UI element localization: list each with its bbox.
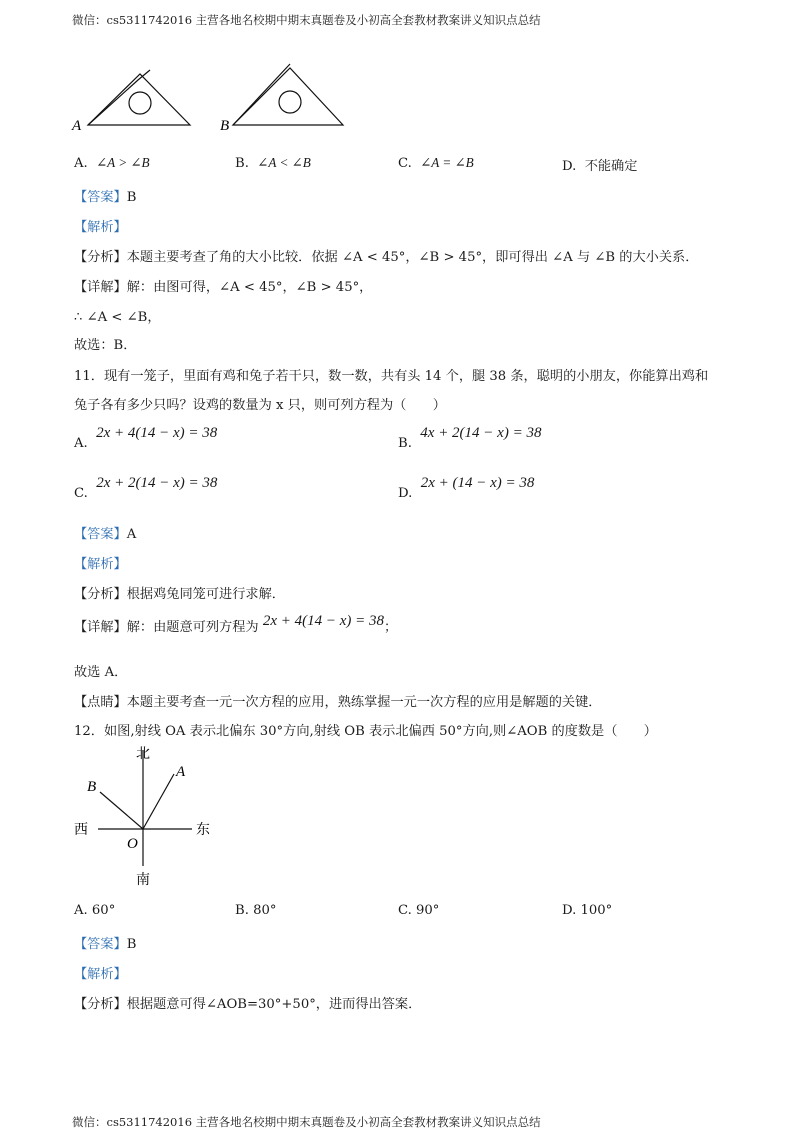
north-label: 北 <box>136 747 150 762</box>
q10-option-d: D. 不能确定 <box>562 159 638 174</box>
q10-xiangjie: 【详解】解：由图可得，∠A < 45°，∠B > 45°， <box>74 280 373 295</box>
q11-option-a: A. 2x + 4(14 − x) = 38 <box>74 425 218 451</box>
q10-option-a: A. ∠A > ∠B <box>74 155 150 171</box>
q11-choose: 故选 A． <box>74 665 128 680</box>
set-square-a-outer <box>88 74 190 125</box>
q12-option-b: B. 80° <box>235 903 277 918</box>
q11-fenxi: 【分析】根据鸡兔同笼可进行求解． <box>74 587 285 602</box>
page-footer: 微信：cs5311742016 主营各地名校期中期末真题卷及小初高全套教材教案讲义知识点总结 <box>72 1115 541 1129</box>
origin-label: O <box>127 836 138 852</box>
set-square-a-hole <box>129 92 151 114</box>
ray-ob <box>100 792 143 829</box>
west-label: 西 <box>74 823 88 838</box>
q12-option-a: A. 60° <box>74 903 116 918</box>
q10-option-c: C. ∠A = ∠B <box>398 155 474 171</box>
q12-option-d: D. 100° <box>562 903 613 918</box>
q10-analysis-tag: 【解析】 <box>74 220 127 235</box>
q12-fenxi: 【分析】根据题意可得∠AOB=30°+50°，进而得出答案． <box>74 997 422 1012</box>
q11-analysis-tag: 【解析】 <box>74 557 127 572</box>
q11-option-d: D. 2x + (14 − x) = 38 <box>398 475 535 501</box>
q10-choose: 故选：B． <box>74 338 137 353</box>
q10-option-b: B. ∠A < ∠B <box>235 155 311 171</box>
q12-stem: 12．如图,射线 OA 表示北偏东 30°方向,射线 OB 表示北偏西 50°方向,则∠AOB 的度数是（ ） <box>74 724 657 739</box>
label-a: A <box>72 118 82 132</box>
page-header: 微信：cs5311742016 主营各地名校期中期末真题卷及小初高全套教材教案讲义知识点总结 <box>72 13 541 27</box>
q10-fenxi: 【分析】本题主要考查了角的大小比较．依据 ∠A < 45°，∠B > 45°，即可得出 ∠A 与 ∠B 的大小关系． <box>74 250 699 265</box>
q10-answer: 【答案】B <box>74 190 137 205</box>
east-label: 东 <box>196 823 210 838</box>
ray-oa <box>143 774 174 829</box>
q10-figure <box>68 60 358 132</box>
q12-answer: 【答案】B <box>74 937 137 952</box>
q12-analysis-tag: 【解析】 <box>74 967 127 982</box>
q11-option-b: B. 4x + 2(14 − x) = 38 <box>398 425 542 451</box>
q11-answer: 【答案】A <box>74 527 137 542</box>
q11-option-c: C. 2x + 2(14 − x) = 38 <box>74 475 218 501</box>
q11-xiangjie: 【详解】解：由题意可列方程为 2x + 4(14 − x) = 38； <box>74 613 398 635</box>
q11-stem-line1: 11．现有一笼子，里面有鸡和兔子若干只，数一数，共有头 14 个，腿 38 条，聪明的小朋友，你能算出鸡和 <box>74 369 709 384</box>
ray-b-label: B <box>87 779 97 795</box>
q11-stem-line2: 兔子各有多少只吗？设鸡的数量为 x 只，则可列方程为（ ） <box>74 398 446 413</box>
q12-compass-figure <box>70 742 230 890</box>
label-b: B <box>220 118 230 132</box>
q12-option-c: C. 90° <box>398 903 440 918</box>
set-square-b-hole <box>279 91 301 113</box>
south-label: 南 <box>136 873 150 888</box>
q10-therefore: ∴ ∠A < ∠B， <box>74 310 161 325</box>
q11-dianjing: 【点睛】本题主要考查一元一次方程的应用，熟练掌握一元一次方程的应用是解题的关键． <box>74 695 602 710</box>
ray-a-label: A <box>176 764 186 780</box>
set-square-a-edge <box>88 70 150 125</box>
set-square-b-outer <box>233 68 343 125</box>
